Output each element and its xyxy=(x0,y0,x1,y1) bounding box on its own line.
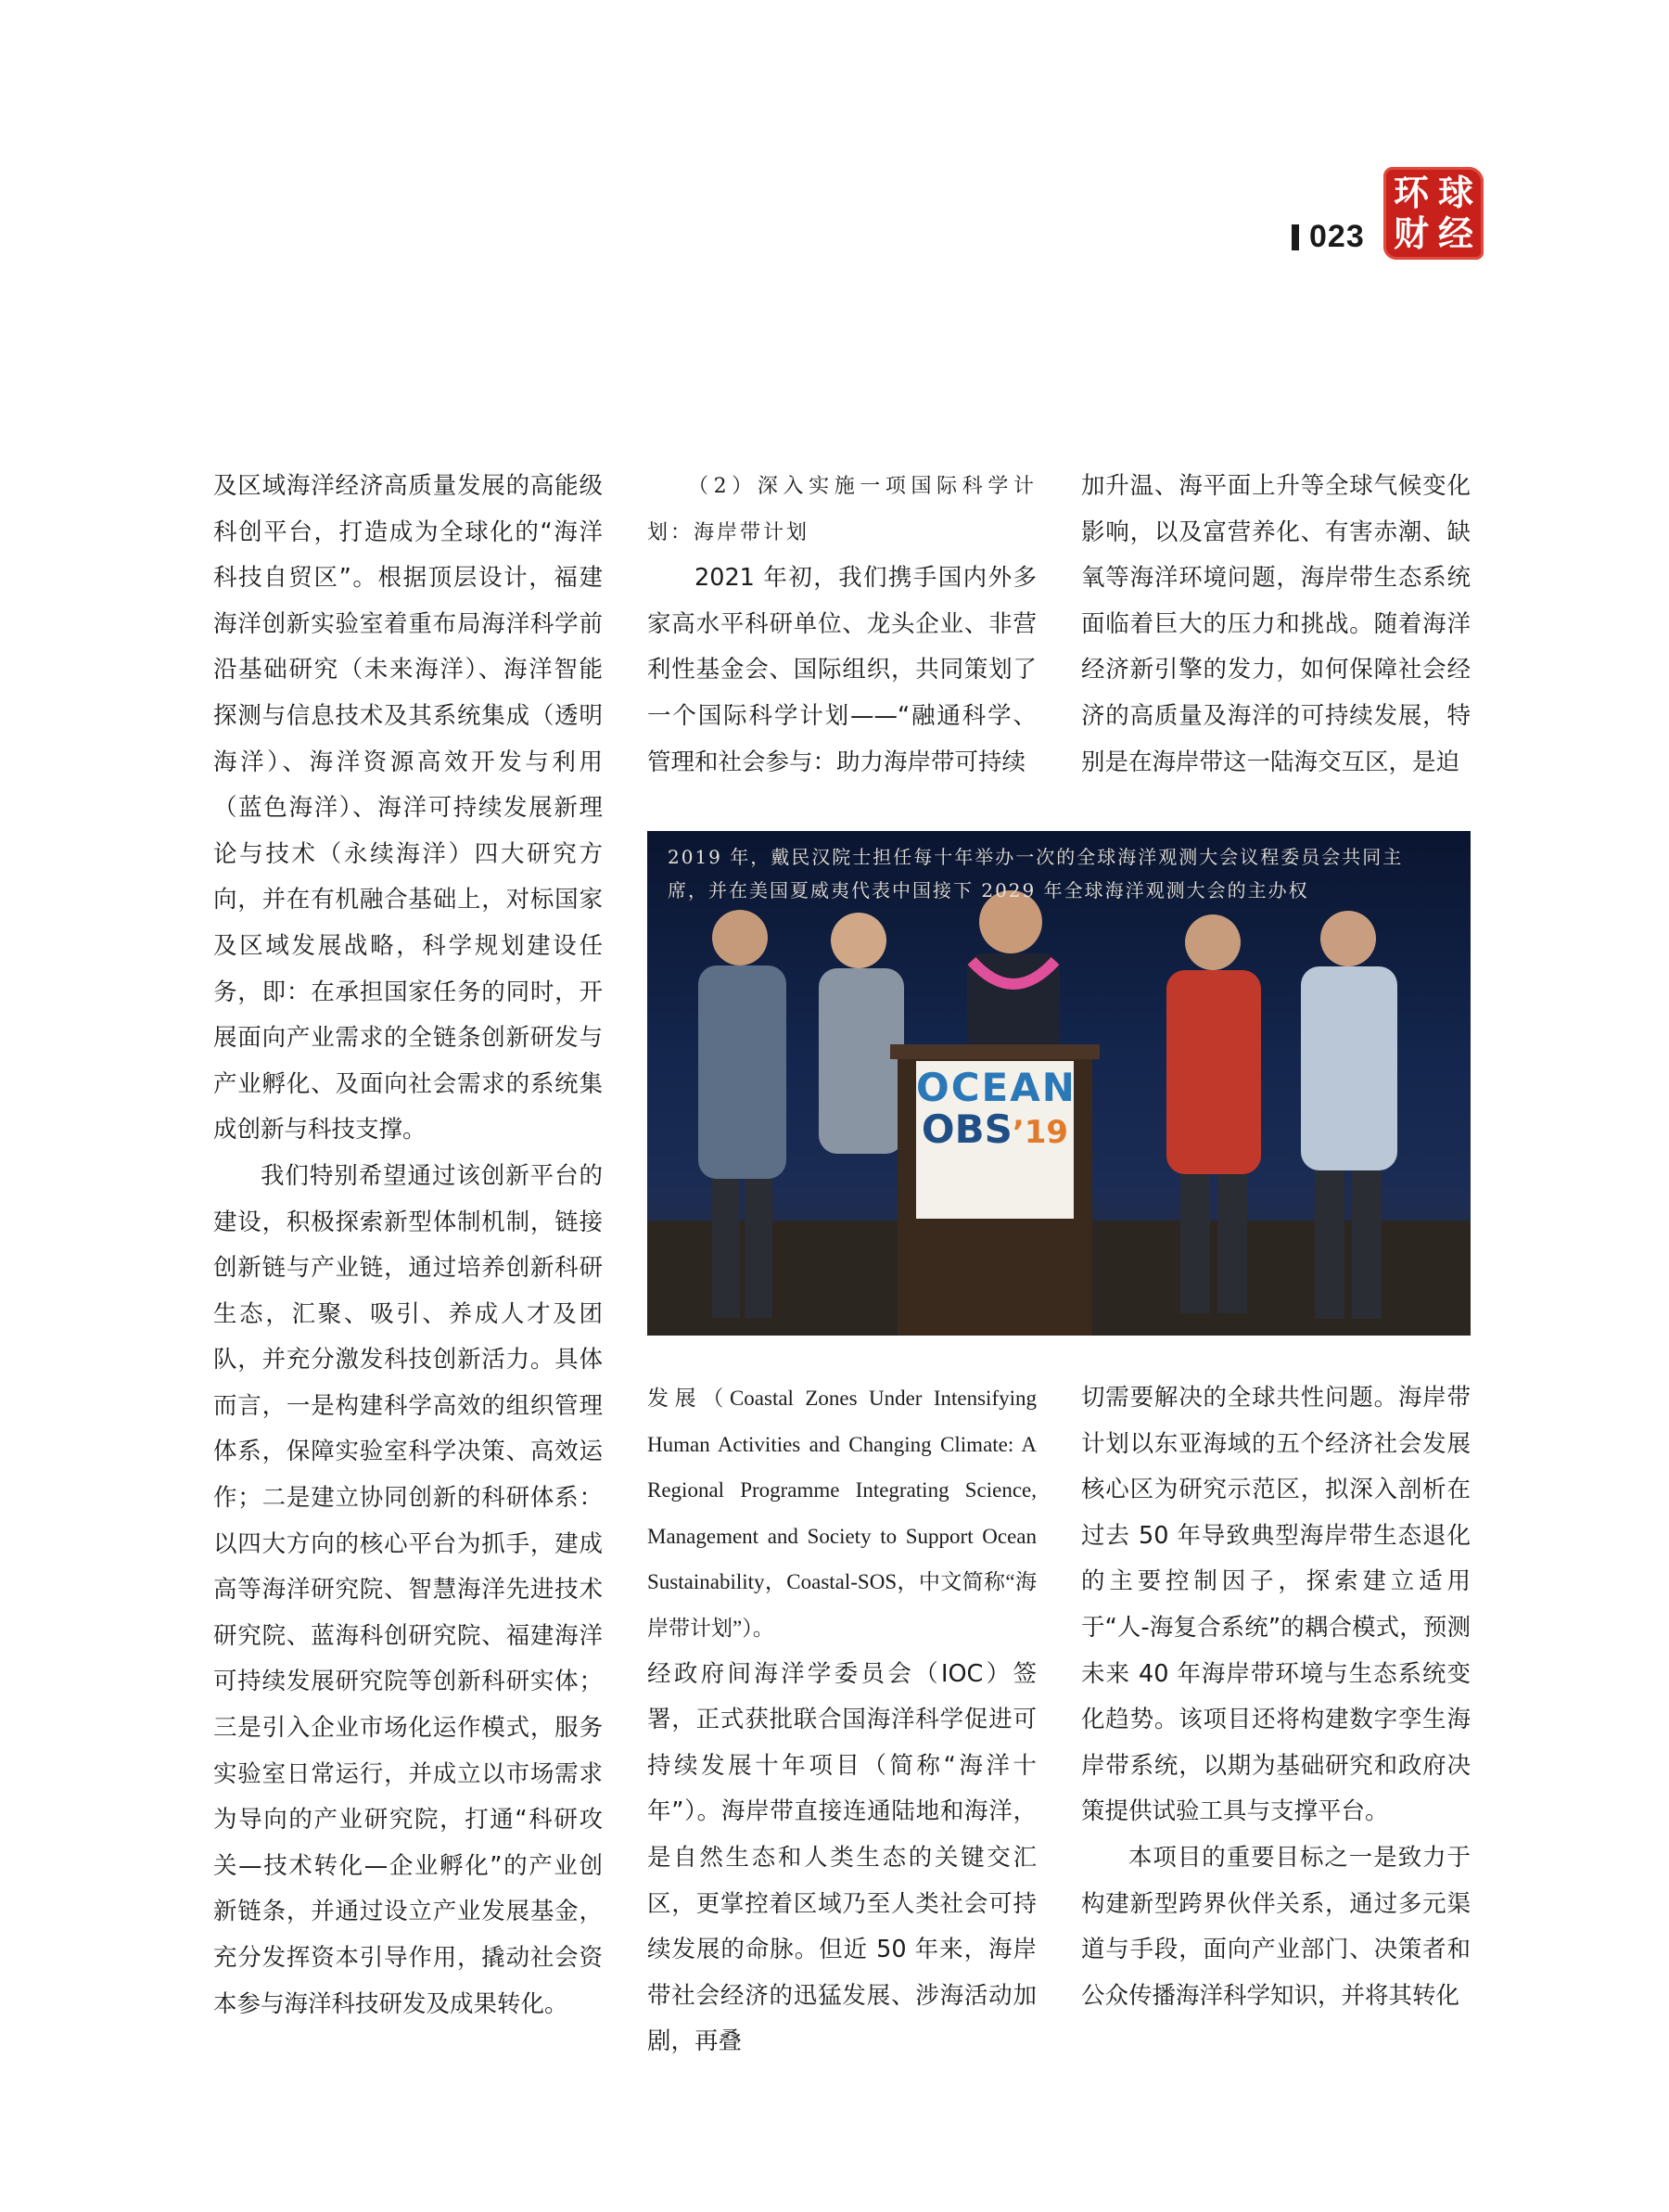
col2-paragraph-1: 2021 年初，我们携手国内外多家高水平科研单位、龙头企业、非营利性基金会、国际组织，共同策划了一个国际科学计划——“融通科学、管理和社会参与：助力海岸带可持续 xyxy=(647,564,1037,776)
col3-paragraph-2: 切需要解决的全球共性问题。海岸带计划以东亚海域的五个经济社会发展核心区为研究示范区，拟深入剖析在过去 50 年导致典型海岸带生态退化的主要控制因子，探索建立适用于“人-海复合系统”的耦合模式，预测未来 40 年海岸带环境与生态系统变化趋势。该项目还将构建数字孪生海岸带系统，以期为基础研究和政府决策提供试验工具与支撑平台。 xyxy=(1081,1384,1471,1826)
sign-obs: OBS xyxy=(921,1106,1013,1152)
column-2-top xyxy=(647,464,1037,786)
page-number: 023 xyxy=(1309,219,1365,254)
col3-paragraph-1: 加升温、海平面上升等全球气候变化影响，以及富营养化、有害赤潮、缺氧等海洋环境问题，海岸带生态系统面临着巨大的压力和挑战。随着海洋经济新引擎的发力，如何保障社会经济的高质量及海洋的可持续发展，特别是在海岸带这一陆海交互区，是迫 xyxy=(1081,472,1471,776)
col2-paragraph-english: 发展（Coastal Zones Under Intensifying Human Activities and Changing Climate: A Regional Programme Integrating Science, Management and Society to Support Ocean Sustainability，Coastal-SOS，中文简称“海岸带计划”）。 xyxy=(647,1387,1037,1640)
sign-line-1: OCEAN xyxy=(916,1065,1077,1110)
seal-char: 球 xyxy=(1437,173,1473,213)
col3-paragraph-3: 本项目的重要目标之一是致力于构建新型跨界伙伴关系，通过多元渠道与手段，面向产业部门、决策者和公众传播海洋科学知识，并将其转化 xyxy=(1081,1843,1471,2010)
magazine-seal-logo xyxy=(1383,167,1484,260)
column-2-bottom xyxy=(647,1375,1037,2065)
section-subheading: （2）深入实施一项国际科学计划：海岸带计划 xyxy=(647,475,1037,544)
col2-paragraph-2: 经政府间海洋学委员会（IOC）签署，正式获批联合国海洋科学促进可持续发展十年项目（简称“海洋十年”）。海岸带直接连通陆地和海洋，是自然生态和人类生态的关键交汇区，更掌控着区域乃至人类社会可持续发展的命脉。但近 50 年来，海岸带社会经济的迅猛发展、涉海活动加剧，再叠 xyxy=(647,1659,1037,2056)
seal-char: 经 xyxy=(1437,213,1473,254)
column-1 xyxy=(213,464,603,2027)
person-2 xyxy=(819,913,904,1154)
ocean-obs-sign xyxy=(916,1061,1077,1219)
conference-photo xyxy=(647,831,1471,1336)
column-3-top xyxy=(1081,464,1471,786)
photo-caption: 2019 年，戴民汉院士担任每十年举办一次的全球海洋观测大会议程委员会共同主席，并在美国夏威夷代表中国接下 2029 年全球海洋观测大会的主办权 xyxy=(668,846,1404,901)
sign-year: ’19 xyxy=(1012,1114,1069,1151)
page-number-bar xyxy=(1292,224,1299,250)
col1-paragraph-1: 及区域海洋经济高质量发展的高能级科创平台，打造成为全球化的“海洋科技自贸区”。根据顶层设计，福建海洋创新实验室着重布局海洋科学前沿基础研究（未来海洋）、海洋智能探测与信息技术及其系统集成（透明海洋）、海洋资源高效开发与利用（蓝色海洋）、海洋可持续发展新理论与技术（永续海洋）四大研究方向，并在有机融合基础上，对标国家及区域发展战略，科学规划建设任务，即：在承担国家任务的同时，开展面向产业需求的全链条创新研发与产业孵化、及面向社会需求的系统集成创新与科技支撑。 xyxy=(213,472,603,1144)
column-3-bottom xyxy=(1081,1375,1471,2019)
sign-line-2 xyxy=(916,1106,1074,1153)
col1-paragraph-2: 我们特别希望通过该创新平台的建设，积极探索新型体制机制，链接创新链与产业链，通过培养创新科研生态，汇聚、吸引、养成人才及团队，并充分激发科技创新活力。具体而言，一是构建科学高效的组织管理体系，保障实验室科学决策、高效运作；二是建立协同创新的科研体系：以四大方向的核心平台为抓手，建成高等海洋研究院、智慧海洋先进技术研究院、蓝海科创研究院、福建海洋可持续发展研究院等创新科研实体；三是引入企业市场化运作模式，服务实验室日常运行，并成立以市场需求为导向的产业研究院，打通“科研攻关—技术转化—企业孵化”的产业创新链条，并通过设立产业发展基金，充分发挥资本引导作用，撬动社会资本参与海洋科技研发及成果转化。 xyxy=(213,1161,603,2018)
seal-char: 环 xyxy=(1393,173,1429,213)
seal-char: 财 xyxy=(1393,213,1429,254)
